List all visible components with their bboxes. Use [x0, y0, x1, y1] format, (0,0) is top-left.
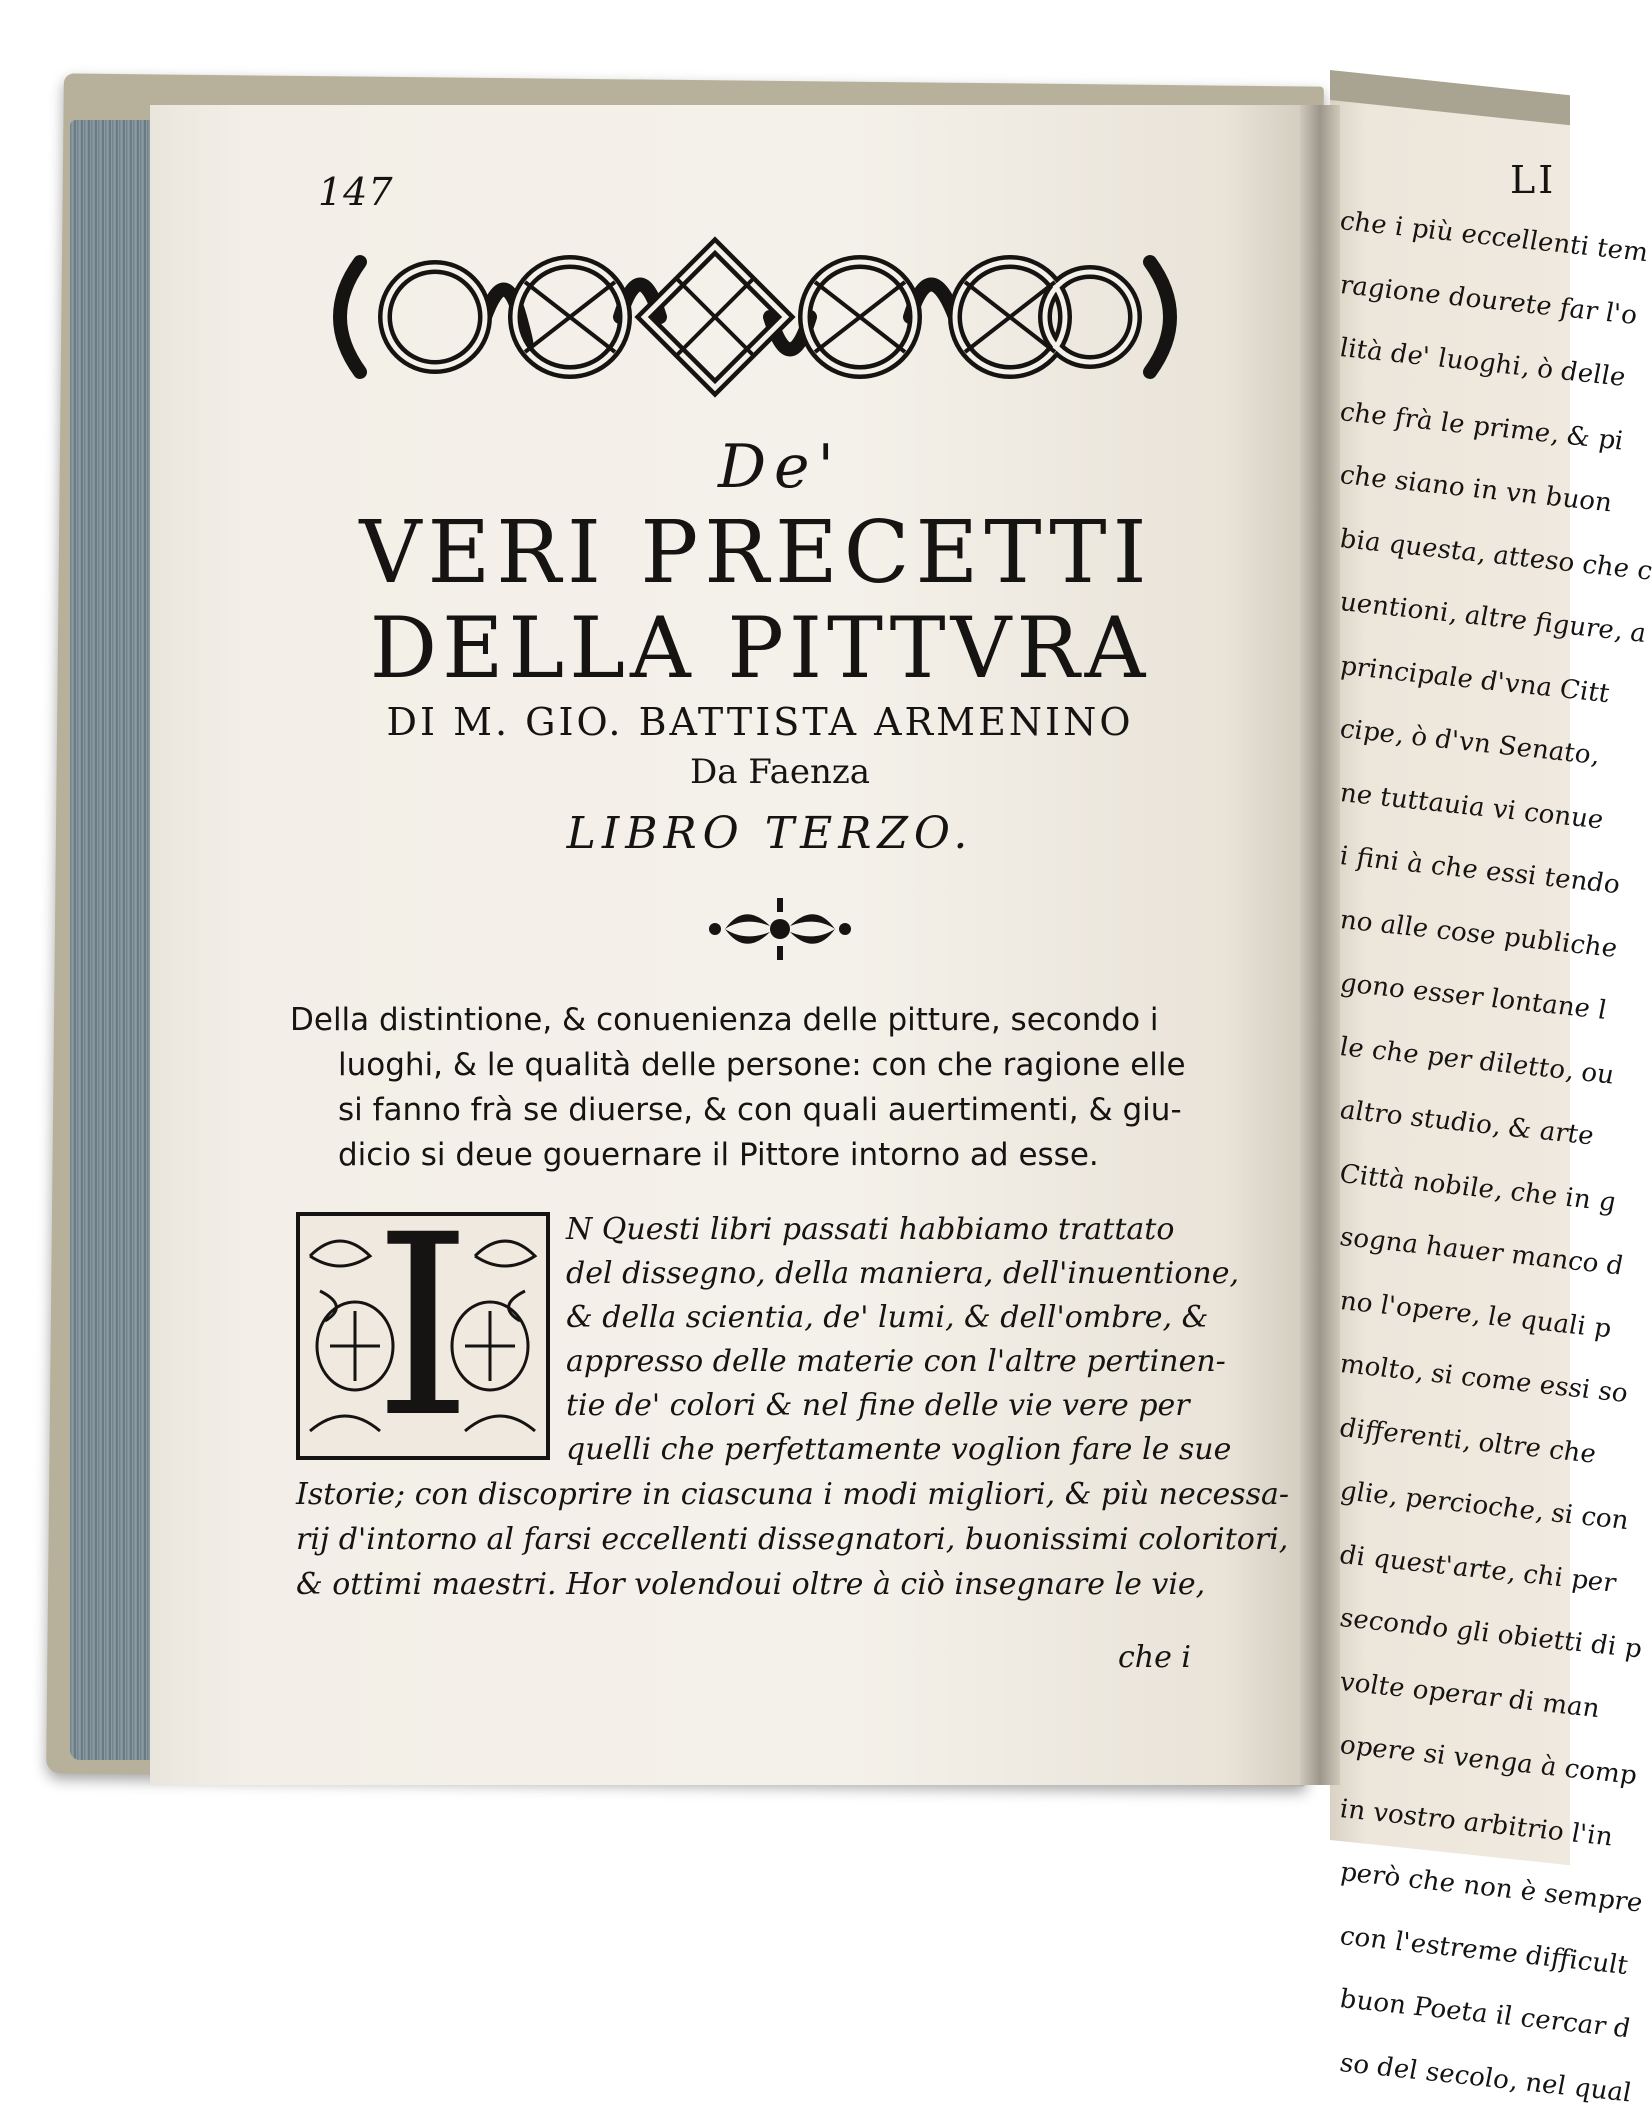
right-page-line: opere si venga à comp	[1340, 1730, 1637, 1792]
body-line: rij d'intorno al farsi eccellenti dissegnatori, buonissimi coloritori,	[296, 1522, 1289, 1557]
right-page-line: no l'opere, le quali p	[1340, 1285, 1611, 1344]
initial-letter: I	[373, 1181, 473, 1472]
catchword: che i	[1118, 1640, 1192, 1675]
title-de: De'	[717, 432, 843, 502]
summary-line: Della distintione, & conuenienza delle pitture, secondo i	[290, 1002, 1159, 1038]
right-page-line: che frà le prime, & pi	[1340, 396, 1624, 457]
summary-line: dicio si deue gouernare il Pittore intorno ad esse.	[338, 1137, 1099, 1173]
right-page-text	[1340, 190, 1652, 2119]
book-heading: LIBRO TERZO.	[566, 808, 974, 859]
right-page-line: lità de' luoghi, ò delle	[1340, 333, 1626, 393]
right-page-line: buon Poeta il cercar d	[1340, 1984, 1631, 2045]
body-text	[296, 1472, 1290, 1607]
body-line: tie de' colori & nel fine delle vie vere per	[566, 1388, 1190, 1423]
title-line-2: DELLA PITTVRA	[369, 599, 1151, 697]
summary-line: luoghi, & le qualità delle persone: con che ragione elle	[338, 1047, 1186, 1083]
fleuron-ornament	[705, 896, 855, 962]
knotwork-headpiece	[320, 222, 1190, 412]
title-author: DI M. GIO. BATTISTA ARMENINO	[386, 700, 1134, 744]
right-page-line: secondo gli obietti di p	[1340, 1603, 1642, 1665]
right-page-line: no alle cose publiche	[1340, 904, 1618, 964]
right-page-line: di quest'arte, chi per	[1340, 1539, 1616, 1599]
right-page-line: glie, percioche, si con	[1340, 1476, 1629, 1537]
title-place: Da Faenza	[689, 752, 871, 792]
right-page-line: principale d'vna Citt	[1340, 650, 1610, 709]
right-page-line: gono esser lontane l	[1340, 968, 1607, 1027]
right-page-line: molto, si come essi so	[1340, 1349, 1628, 1410]
book-gutter	[1300, 105, 1340, 1785]
right-page-line: i fini à che essi tendo	[1340, 841, 1620, 901]
right-page-line: uentioni, altre figure, a	[1340, 587, 1646, 650]
right-page-header: LI	[1510, 158, 1557, 202]
right-page-line: però che non è sempre	[1340, 1857, 1643, 1919]
right-page-line: con l'estreme difficult	[1340, 1920, 1628, 1981]
page-edges	[70, 120, 162, 1760]
right-page-line: ragione dourete far l'o	[1340, 269, 1637, 331]
right-page-line: che i più eccellenti tem	[1340, 206, 1648, 269]
body-line: & ottimi maestri. Hor volendoui oltre à ciò insegnare le vie,	[296, 1567, 1206, 1602]
body-line: del dissegno, della maniera, dell'inuentione,	[566, 1256, 1239, 1291]
title-line-1: VERI PRECETTI	[359, 503, 1153, 603]
summary-line: si fanno frà se diuerse, & con quali auertimenti, & giu-	[338, 1092, 1182, 1128]
right-page-line: che siano in vn buon	[1340, 460, 1612, 519]
body-line: quelli che perfettamente voglion fare le sue	[566, 1432, 1232, 1467]
right-page-line: sogna hauer manco d	[1340, 1222, 1624, 1282]
decorated-initial	[296, 1181, 550, 1472]
right-page-line: Città nobile, che in g	[1340, 1158, 1616, 1218]
right-page-line: bia questa, atteso che c	[1340, 523, 1652, 587]
body-line: N Questi libri passati habbiamo trattato	[566, 1212, 1175, 1247]
chapter-summary	[290, 998, 1220, 1178]
body-line: appresso delle materie con l'altre pertinen-	[566, 1344, 1226, 1379]
body-line: Istorie; con discoprire in ciascuna i modi migliori, & più necessa-	[296, 1477, 1290, 1512]
right-page-line: cipe, ò d'vn Senato,	[1340, 714, 1599, 772]
page-number: 147	[318, 170, 394, 214]
right-page-line: differenti, oltre che	[1340, 1412, 1596, 1470]
right-page-line: volte operar di man	[1340, 1666, 1600, 1724]
right-page-line: le che per diletto, ou	[1340, 1031, 1614, 1091]
right-page-line: in vostro arbitrio l'in	[1340, 1793, 1613, 1853]
right-page-line: altro studio, & arte	[1340, 1095, 1594, 1152]
body-text-beside-initial	[566, 1208, 1239, 1472]
right-page-line: so del secolo, nel qual	[1340, 2047, 1632, 2109]
right-page-line: ne tuttauia vi conue	[1340, 777, 1604, 836]
body-line: & della scientia, de' lumi, & dell'ombre, &	[566, 1300, 1209, 1335]
